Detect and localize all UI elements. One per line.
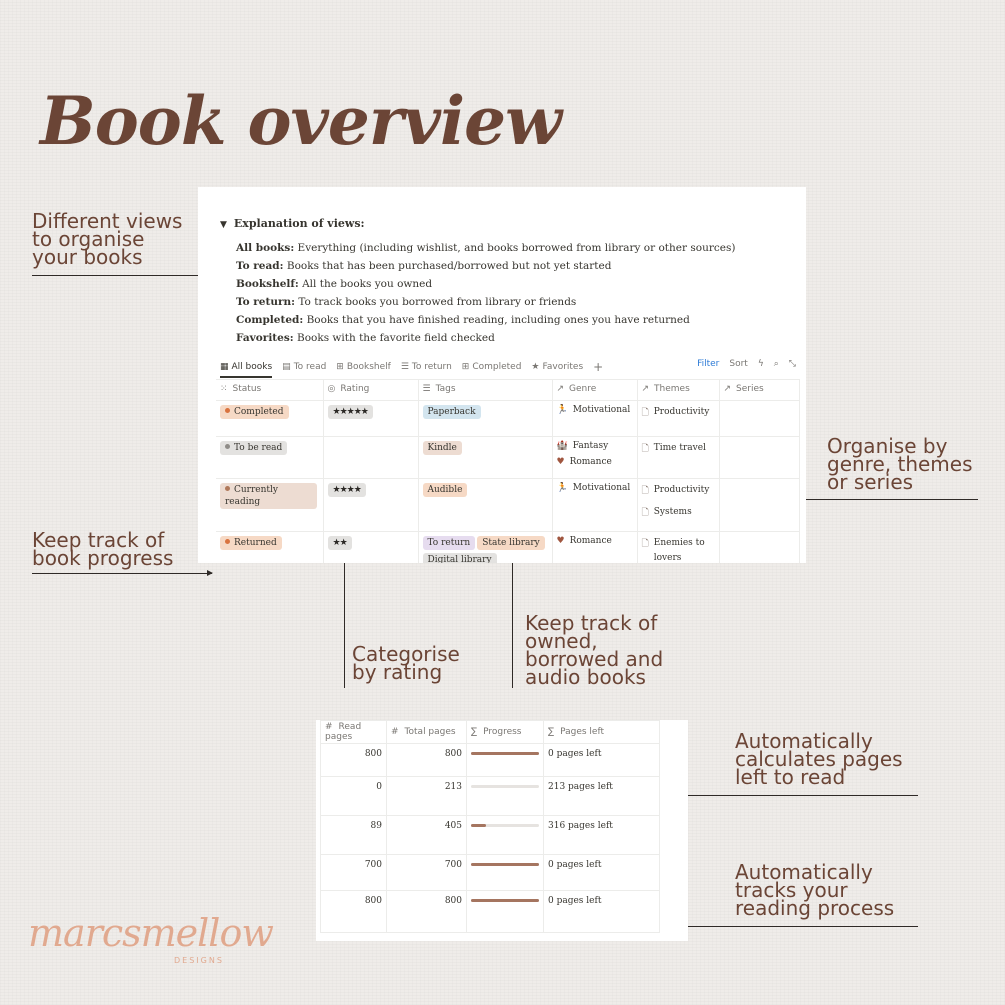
total-pages-cell[interactable]: 800 <box>387 744 467 777</box>
rating-stars: ★★★★★ <box>328 405 373 419</box>
progress-bar <box>471 824 539 827</box>
status-cell[interactable] <box>216 437 323 479</box>
progress-bar-fill <box>471 824 486 827</box>
explanation-line <box>236 311 735 329</box>
genre-label: Motivational <box>572 483 631 493</box>
tab-label: Bookshelf <box>346 362 391 372</box>
rating-stars: ★★★★ <box>328 483 366 497</box>
read-pages-cell[interactable]: 800 <box>321 891 387 933</box>
filter-button[interactable]: Filter <box>697 359 720 369</box>
genre-icon: 🏃 <box>556 405 568 415</box>
page-icon: 🗋 <box>641 486 649 496</box>
status-badge <box>220 441 287 455</box>
annotation-owned: Keep track of owned, borrowed and audio books <box>525 611 664 689</box>
gallery-icon: ⊞ <box>336 362 344 372</box>
column-header-genre[interactable] <box>552 380 637 401</box>
genre-icon: 🏃 <box>556 483 568 493</box>
annotation-rating: Categorise by rating <box>352 642 460 684</box>
brand-logo <box>28 911 273 972</box>
annotation-pages-left: Automatically calculates pages left to read <box>735 729 903 789</box>
genre-relation[interactable] <box>557 457 633 467</box>
themes-cell[interactable] <box>637 437 719 479</box>
tab-to-return[interactable] <box>401 358 452 376</box>
progress-cell <box>467 744 544 777</box>
explanation-text: Everything (including wishlist, and books borrowed from library or other sources) <box>294 242 736 254</box>
column-type-icon: ⁙ <box>220 384 228 394</box>
status-dot <box>225 444 230 449</box>
genre-relation[interactable] <box>557 405 633 415</box>
explanation-term: Favorites: <box>236 332 294 344</box>
annotation-tracks: Automatically tracks your reading process <box>735 860 895 920</box>
progress-bar <box>471 899 539 902</box>
status-label: To be read <box>234 443 283 453</box>
series-cell[interactable] <box>719 479 799 532</box>
column-type-icon: ↗ <box>556 384 565 394</box>
arrow-owned <box>512 547 513 688</box>
sort-button[interactable]: Sort <box>729 359 748 369</box>
themes-cell[interactable] <box>637 401 719 437</box>
view-tools <box>697 359 796 369</box>
tags-cell[interactable] <box>418 479 552 532</box>
status-badge <box>220 483 317 509</box>
tab-all-books[interactable] <box>220 358 272 378</box>
tags-cell[interactable] <box>418 532 552 564</box>
status-label: Returned <box>234 538 277 548</box>
genre-cell[interactable] <box>552 532 637 564</box>
theme-relation[interactable] <box>642 441 715 457</box>
annotation-genre: Organise by genre, themes or series <box>827 434 973 494</box>
progress-column-header[interactable] <box>544 721 660 744</box>
column-label: Rating <box>340 384 370 394</box>
tab-label: To return <box>411 362 452 372</box>
progress-cell <box>467 816 544 855</box>
themes-cell[interactable] <box>637 532 719 564</box>
theme-relation[interactable] <box>642 536 715 563</box>
arrow-progress <box>32 573 212 574</box>
genre-label: Romance <box>569 536 612 546</box>
status-dot <box>225 539 230 544</box>
explanation-toggle[interactable] <box>220 217 735 347</box>
star-icon: ★ <box>531 362 540 372</box>
pages-left-cell: 0 pages left <box>544 891 660 933</box>
tab-label: Completed <box>472 362 522 372</box>
genre-label: Romance <box>569 457 612 467</box>
progress-column-header[interactable] <box>321 721 387 744</box>
column-label: Progress <box>483 727 522 737</box>
genre-icon: ♥ <box>556 457 565 467</box>
status-badge <box>220 536 282 550</box>
explanation-term: All books: <box>236 242 295 254</box>
table-row[interactable] <box>216 401 799 437</box>
column-type-icon: # <box>391 727 399 737</box>
read-pages-cell[interactable]: 700 <box>321 855 387 891</box>
toggle-triangle-icon[interactable]: ▼ <box>220 220 227 230</box>
column-label: Themes <box>654 384 690 394</box>
tag-badge: State library <box>477 536 545 550</box>
progress-column-header[interactable] <box>467 721 544 744</box>
total-pages-cell[interactable]: 405 <box>387 816 467 855</box>
rating-cell[interactable] <box>323 401 418 437</box>
genre-cell[interactable] <box>552 437 637 479</box>
explanation-line <box>236 239 735 257</box>
theme-label: Productivity <box>653 407 710 417</box>
status-dot <box>225 486 230 491</box>
page-icon: 🗋 <box>641 444 649 454</box>
page-icon: 🗋 <box>641 539 649 549</box>
books-database-panel <box>198 187 806 563</box>
genre-label: Motivational <box>572 405 631 415</box>
arrow-views <box>32 275 212 276</box>
table-icon: ▤ <box>282 362 291 372</box>
theme-relation[interactable] <box>642 505 715 521</box>
arrow-rating <box>344 547 345 688</box>
progress-cell <box>467 855 544 891</box>
pages-left-cell: 316 pages left <box>544 816 660 855</box>
explanation-line <box>236 293 735 311</box>
explanation-line <box>236 275 735 293</box>
progress-panel <box>316 720 688 941</box>
column-type-icon: ∑ <box>471 727 478 737</box>
expand-icon[interactable]: ⤡ <box>788 359 796 369</box>
pages-left-cell: 0 pages left <box>544 855 660 891</box>
explanation-text: Books that has been purchased/borrowed but not yet started <box>283 260 612 272</box>
explanation-line <box>236 257 735 275</box>
column-type-icon: ↗ <box>641 384 650 394</box>
genre-cell[interactable] <box>552 479 637 532</box>
tab-favorites[interactable] <box>531 358 583 376</box>
table-row[interactable] <box>216 479 799 532</box>
progress-row[interactable] <box>321 891 660 933</box>
list-icon: ☰ <box>400 362 409 372</box>
theme-label: Systems <box>653 507 692 517</box>
total-pages-cell[interactable]: 800 <box>387 891 467 933</box>
progress-cell <box>467 891 544 933</box>
progress-cell <box>467 777 544 816</box>
theme-label: Time travel <box>653 443 706 453</box>
page-icon: 🗋 <box>641 408 649 418</box>
column-header-status[interactable] <box>216 380 323 401</box>
tag-badge: Paperback <box>423 405 481 419</box>
logo-script: marcsmellow <box>28 911 273 955</box>
column-label: Read pages <box>325 722 362 742</box>
status-badge <box>220 405 289 419</box>
genre-relation[interactable] <box>557 441 633 451</box>
column-type-icon: ◎ <box>327 384 336 394</box>
status-cell[interactable] <box>216 532 323 564</box>
progress-row[interactable] <box>321 744 660 777</box>
add-view-button[interactable]: + <box>593 360 604 374</box>
explanation-heading: Explanation of views: <box>233 217 365 230</box>
read-pages-cell[interactable]: 0 <box>321 777 387 816</box>
explanation-term: To read: <box>236 260 284 272</box>
column-type-icon: ☰ <box>422 384 431 394</box>
genre-icon: ♥ <box>556 536 565 546</box>
progress-row[interactable] <box>321 816 660 855</box>
tab-label: To read <box>293 362 327 372</box>
status-cell[interactable] <box>216 401 323 437</box>
rating-cell[interactable] <box>323 479 418 532</box>
rating-cell[interactable] <box>323 532 418 564</box>
genre-relation[interactable] <box>557 536 633 546</box>
status-label: Currently reading <box>225 485 278 507</box>
column-label: Total pages <box>404 727 456 737</box>
explanation-line <box>236 329 735 347</box>
column-type-icon: ∑ <box>548 727 555 737</box>
status-cell[interactable] <box>216 479 323 532</box>
series-cell[interactable] <box>719 532 799 564</box>
total-pages-cell[interactable]: 213 <box>387 777 467 816</box>
progress-row[interactable] <box>321 777 660 816</box>
tag-badge: Kindle <box>423 441 462 455</box>
progress-bar <box>471 863 539 866</box>
theme-relation[interactable] <box>642 483 715 499</box>
explanation-text: All the books you owned <box>298 278 433 290</box>
table-row[interactable] <box>216 437 799 479</box>
explanation-text: Books with the favorite field checked <box>293 332 495 344</box>
annotation-progress: Keep track of book progress <box>32 528 174 570</box>
themes-cell[interactable] <box>637 479 719 532</box>
column-header-tags[interactable] <box>418 380 552 401</box>
table-icon: ▦ <box>220 362 229 372</box>
rating-cell[interactable] <box>323 437 418 479</box>
progress-bar-fill <box>471 863 539 866</box>
tab-bookshelf[interactable] <box>336 358 391 376</box>
page-title: Book overview <box>40 82 561 160</box>
column-type-icon: ↗ <box>723 384 732 394</box>
tab-label: All books <box>231 362 273 372</box>
column-label: Tags <box>435 384 456 394</box>
genre-label: Fantasy <box>572 441 609 451</box>
progress-column-header[interactable] <box>387 721 467 744</box>
explanation-term: Completed: <box>236 314 304 326</box>
gallery-icon: ⊞ <box>461 362 470 372</box>
pages-left-cell: 0 pages left <box>544 744 660 777</box>
explanation-text: To track books you borrowed from library or friends <box>295 296 577 308</box>
column-label: Status <box>232 384 262 394</box>
genre-relation[interactable] <box>557 483 633 493</box>
search-icon[interactable]: ⌕ <box>773 359 779 369</box>
pages-left-cell: 213 pages left <box>544 777 660 816</box>
column-header-series[interactable] <box>719 380 799 401</box>
tags-cell[interactable] <box>418 437 552 479</box>
status-dot <box>225 408 230 413</box>
tag-badge: Digital library <box>423 553 497 563</box>
theme-label: Productivity <box>653 485 710 495</box>
page-icon: 🗋 <box>641 508 649 518</box>
books-table <box>216 379 800 563</box>
genre-cell[interactable] <box>552 401 637 437</box>
progress-bar <box>471 785 539 788</box>
rating-stars: ★★ <box>328 536 352 550</box>
progress-table <box>320 720 660 933</box>
status-label: Completed <box>234 407 284 417</box>
column-type-icon: # <box>325 722 333 732</box>
progress-bar-fill <box>471 752 539 755</box>
tab-to-read[interactable] <box>282 358 326 376</box>
tags-cell[interactable] <box>418 401 552 437</box>
logo-subtitle: DESIGNS <box>174 956 224 965</box>
tag-badge: To return <box>423 536 476 550</box>
theme-relation[interactable] <box>642 405 715 421</box>
tag-badge: Audible <box>423 483 468 497</box>
series-cell[interactable] <box>719 437 799 479</box>
column-header-rating[interactable] <box>323 380 418 401</box>
read-pages-cell[interactable]: 89 <box>321 816 387 855</box>
automation-bolt-icon[interactable]: ϟ <box>757 359 764 369</box>
total-pages-cell[interactable]: 700 <box>387 855 467 891</box>
progress-bar <box>471 752 539 755</box>
table-row[interactable] <box>216 532 799 564</box>
read-pages-cell[interactable]: 800 <box>321 744 387 777</box>
column-label: Series <box>736 384 764 394</box>
arrow-pages-left <box>656 795 918 796</box>
annotation-views: Different views to organise your books <box>32 209 183 269</box>
explanation-text: Books that you have finished reading, including ones you have returned <box>303 314 690 326</box>
tab-label: Favorites <box>542 362 584 372</box>
column-header-themes[interactable] <box>637 380 719 401</box>
genre-icon: 🏰 <box>556 441 568 451</box>
tab-completed[interactable] <box>462 358 522 376</box>
theme-label: Enemies to lovers <box>653 538 705 563</box>
view-tabs <box>220 358 613 378</box>
series-cell[interactable] <box>719 401 799 437</box>
explanation-term: To return: <box>236 296 296 308</box>
column-label: Pages left <box>560 727 604 737</box>
explanation-term: Bookshelf: <box>236 278 299 290</box>
progress-bar-fill <box>471 899 539 902</box>
progress-row[interactable] <box>321 855 660 891</box>
column-label: Genre <box>569 384 597 394</box>
